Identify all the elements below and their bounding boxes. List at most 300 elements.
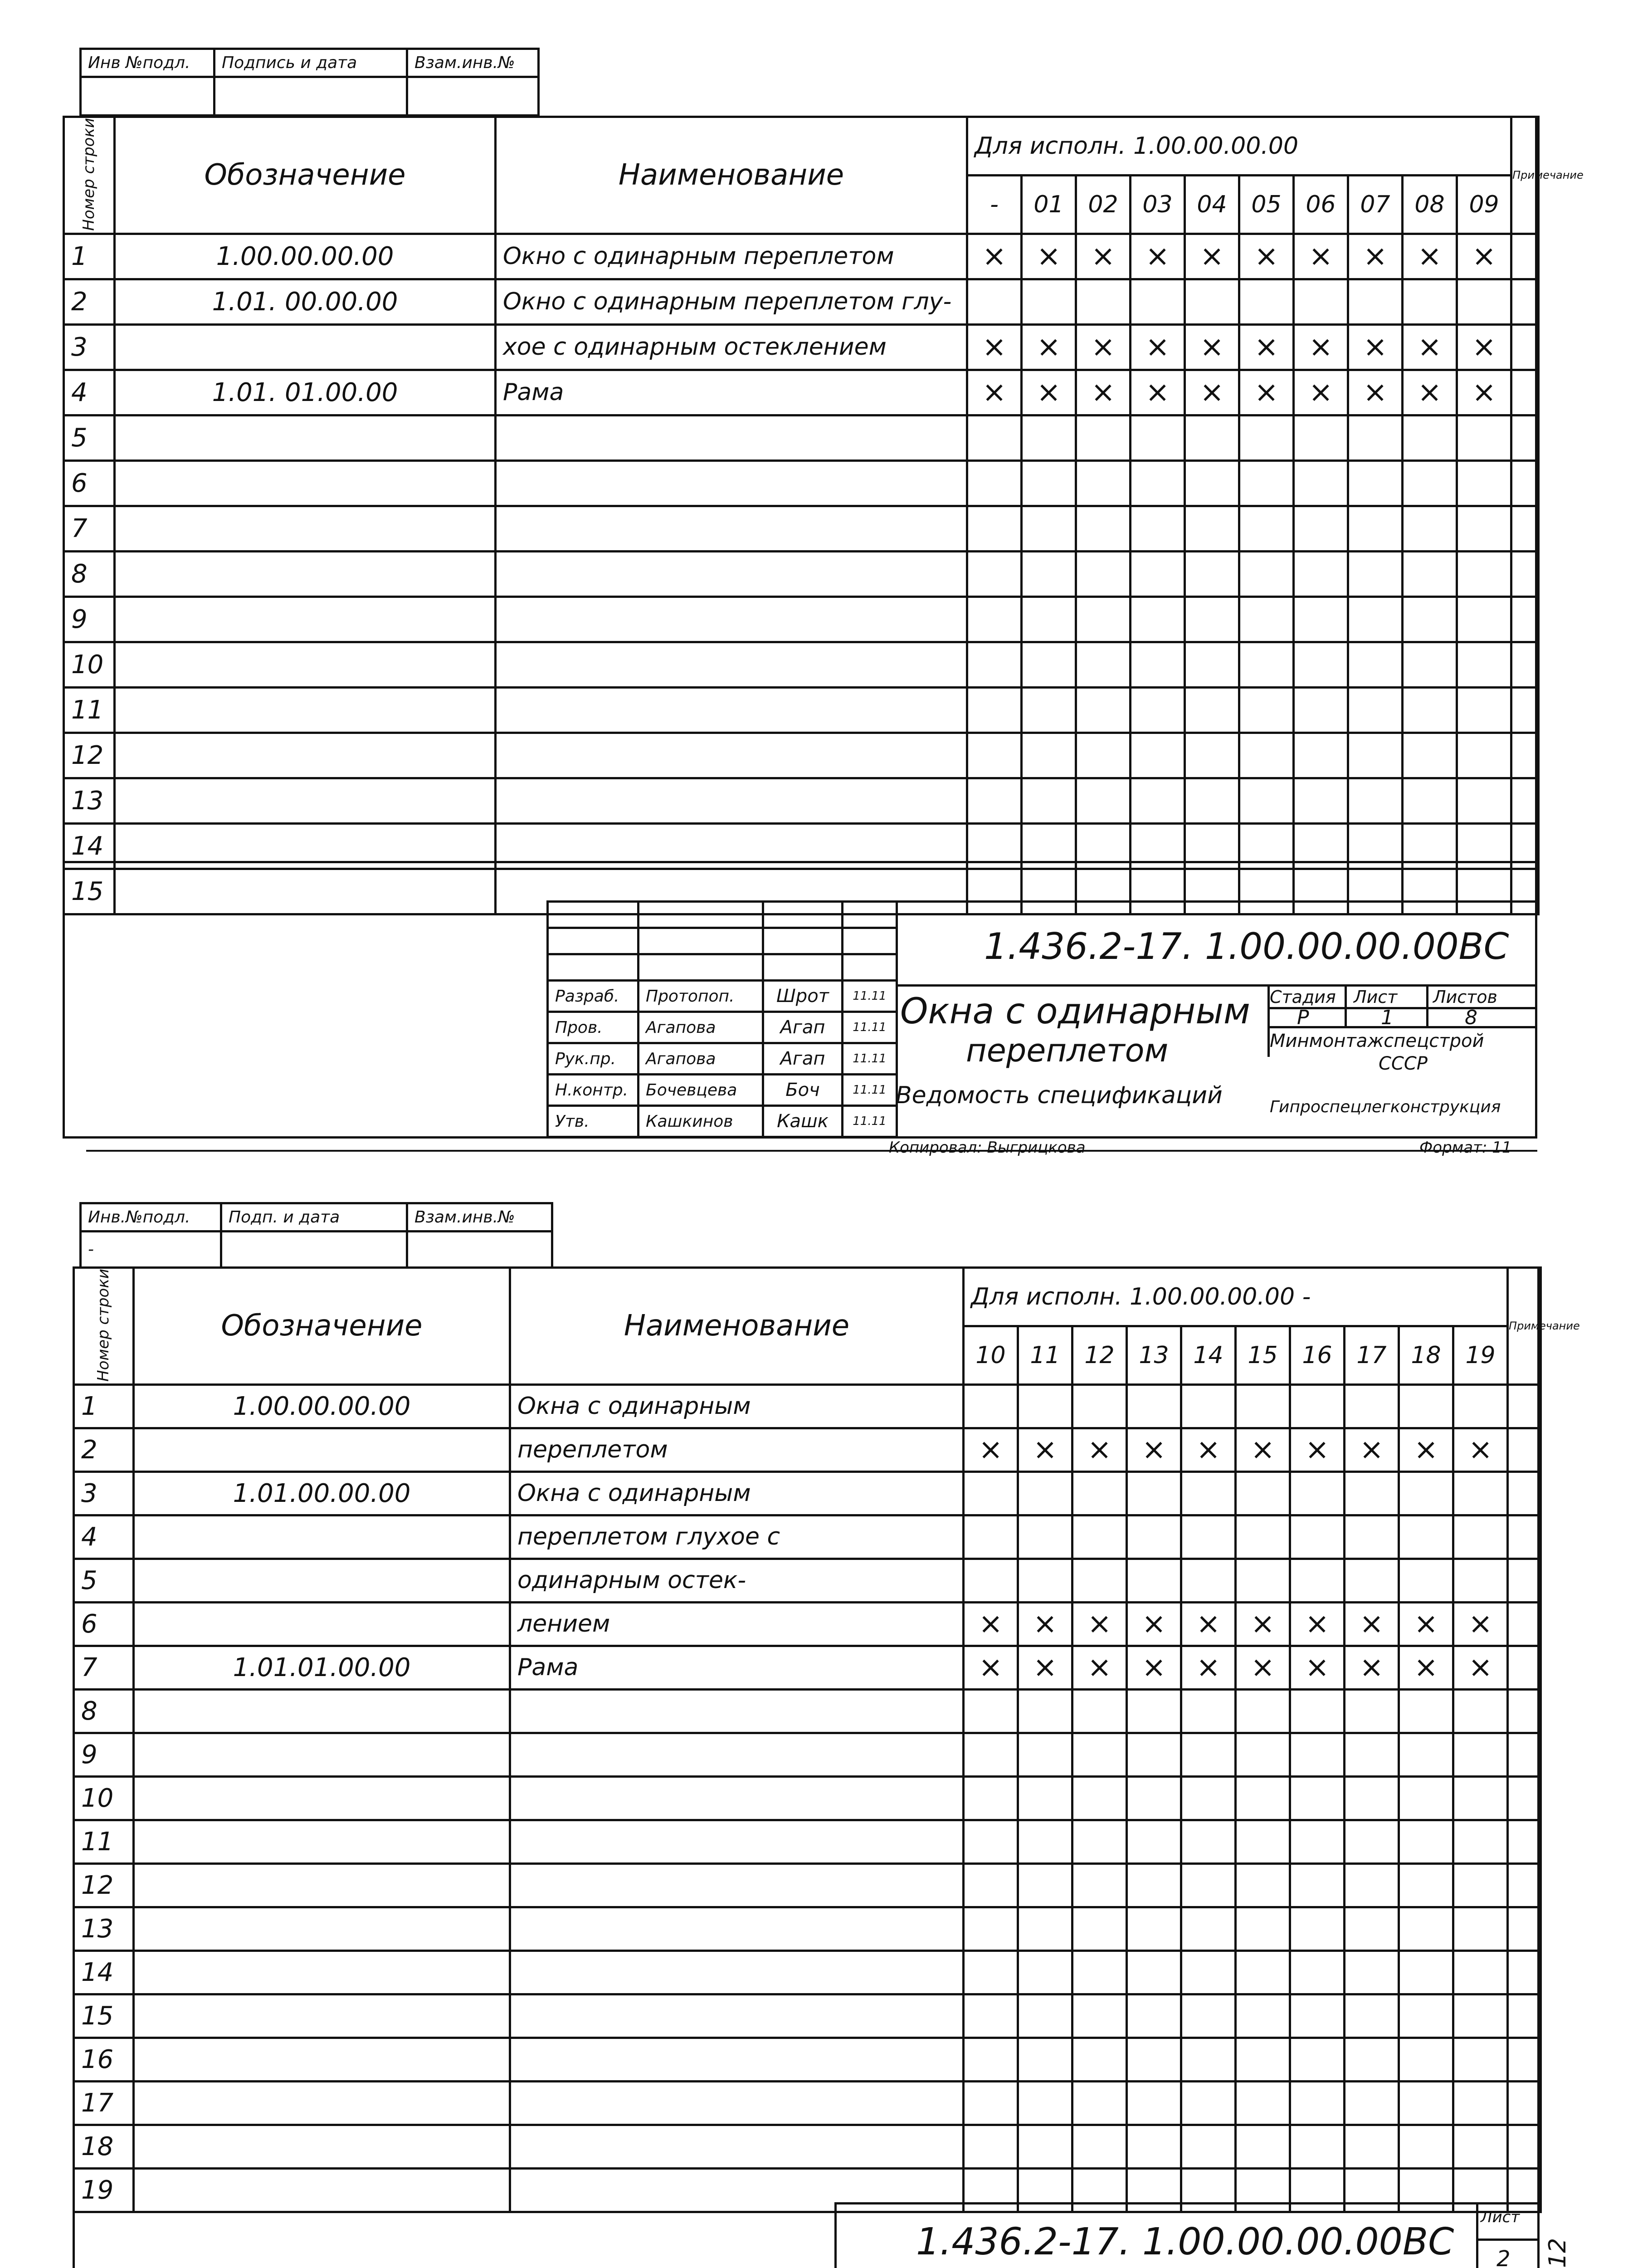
execution-mark: ×	[1181, 1646, 1236, 1689]
note-cell	[1511, 506, 1539, 551]
execution-mark	[1022, 551, 1076, 596]
bottom-border	[63, 861, 1537, 863]
name-cell: Рама	[510, 1646, 964, 1689]
execution-mark: ×	[1399, 1428, 1453, 1471]
name-cell	[510, 1689, 964, 1733]
execution-mark	[964, 2038, 1018, 2081]
name-cell	[510, 2125, 964, 2168]
execution-column-header: 16	[1290, 1326, 1345, 1384]
execution-mark	[1399, 1994, 1453, 2038]
execution-mark	[1239, 642, 1294, 687]
execution-mark	[964, 1559, 1018, 1602]
note-cell	[1508, 1820, 1541, 1863]
approval-role: Рук.пр.	[548, 1043, 639, 1075]
execution-column-header: 05	[1239, 175, 1294, 234]
execution-mark	[967, 778, 1022, 823]
sheet-label: Лист	[1481, 2208, 1520, 2226]
execution-mark	[1403, 778, 1457, 823]
execution-mark	[1399, 1559, 1453, 1602]
row-number: 17	[74, 2081, 134, 2125]
table-row	[64, 370, 1539, 415]
note-cell	[1511, 733, 1539, 778]
execution-column-header: 17	[1345, 1326, 1399, 1384]
execution-mark	[1348, 279, 1403, 324]
row-number: 14	[64, 823, 115, 869]
name-cell: переплетом глухое с	[510, 1515, 964, 1559]
execution-mark	[1345, 2081, 1399, 2125]
execution-mark	[964, 1471, 1018, 1515]
name-cell	[496, 733, 967, 778]
execution-mark: ×	[1127, 1602, 1181, 1646]
execution-mark	[1076, 733, 1131, 778]
stamp-value	[81, 77, 214, 116]
approval-row	[548, 1043, 897, 1075]
execution-mark	[1345, 1950, 1399, 1994]
execution-mark	[1181, 1559, 1236, 1602]
stamp-value: -	[81, 1232, 221, 1268]
execution-mark	[1290, 1994, 1345, 2038]
approval-date: 11.11	[843, 1075, 897, 1106]
execution-mark: ×	[1453, 1646, 1508, 1689]
execution-mark	[1399, 1907, 1453, 1950]
note-cell	[1508, 1907, 1541, 1950]
execution-mark	[1018, 1689, 1072, 1733]
note-cell	[1508, 1733, 1541, 1776]
execution-mark	[1345, 1863, 1399, 1907]
execution-mark	[1022, 506, 1076, 551]
approval-signature: Агап	[763, 1043, 843, 1075]
execution-mark	[1239, 279, 1294, 324]
execution-mark	[964, 2081, 1018, 2125]
row-number: 12	[64, 733, 115, 778]
execution-mark	[964, 1907, 1018, 1950]
execution-mark	[1072, 1515, 1127, 1559]
row-number: 9	[74, 1733, 134, 1776]
execution-column-header: 14	[1181, 1326, 1236, 1384]
execution-mark	[1239, 506, 1294, 551]
execution-mark: ×	[1239, 324, 1294, 370]
name-cell	[510, 2038, 964, 2081]
execution-mark	[1236, 1994, 1290, 2038]
execution-mark: ×	[1127, 1428, 1181, 1471]
note-cell	[1508, 1646, 1541, 1689]
execution-mark	[1348, 733, 1403, 778]
designation-cell	[134, 2038, 510, 2081]
table-row	[74, 1602, 1541, 1646]
execution-column-header: 13	[1127, 1326, 1181, 1384]
name-header: Наименование	[510, 1268, 964, 1385]
approval-name: Агапова	[639, 1043, 763, 1075]
designation-cell	[115, 687, 496, 733]
execution-mark	[1457, 279, 1511, 324]
execution-mark	[1022, 642, 1076, 687]
designation-cell: 1.01.00.00.00	[134, 1471, 510, 1515]
execution-mark	[1127, 1733, 1181, 1776]
execution-mark	[1290, 1820, 1345, 1863]
execution-mark	[1399, 1950, 1453, 1994]
note-cell	[1508, 1384, 1541, 1428]
execution-mark: ×	[1072, 1602, 1127, 1646]
execution-mark	[1399, 1471, 1453, 1515]
execution-column-header: 18	[1399, 1326, 1453, 1384]
name-cell: Окно с одинарным переплетом	[496, 234, 967, 279]
designation-cell	[134, 1515, 510, 1559]
execution-mark	[1294, 778, 1348, 823]
execution-mark	[1236, 1863, 1290, 1907]
execution-mark	[1345, 1776, 1399, 1820]
execution-header: Для исполн. 1.00.00.00.00 -	[964, 1268, 1508, 1326]
table-row	[64, 234, 1539, 279]
execution-mark	[1457, 596, 1511, 642]
execution-mark	[1290, 1559, 1345, 1602]
execution-mark: ×	[967, 370, 1022, 415]
execution-mark: ×	[1290, 1602, 1345, 1646]
table-row	[74, 1559, 1541, 1602]
name-cell	[496, 460, 967, 506]
execution-mark	[1181, 1950, 1236, 1994]
execution-mark	[1018, 1733, 1072, 1776]
approval-row	[548, 981, 897, 1012]
execution-mark	[1181, 1689, 1236, 1733]
table-row	[74, 1733, 1541, 1776]
execution-mark	[964, 1384, 1018, 1428]
execution-mark	[1453, 1820, 1508, 1863]
sheet-value: 1	[1381, 1006, 1394, 1029]
execution-mark	[1345, 1994, 1399, 2038]
execution-mark	[1294, 415, 1348, 460]
execution-mark	[1403, 733, 1457, 778]
name-cell: Окна с одинарным	[510, 1384, 964, 1428]
execution-mark	[1403, 642, 1457, 687]
table-row	[64, 415, 1539, 460]
approval-name: Протопоп.	[639, 981, 763, 1012]
note-cell	[1508, 1863, 1541, 1907]
execution-mark	[1076, 551, 1131, 596]
designation-cell: 1.00.00.00.00	[115, 234, 496, 279]
execution-mark: ×	[1239, 370, 1294, 415]
execution-mark	[964, 1515, 1018, 1559]
execution-mark	[1072, 1776, 1127, 1820]
execution-mark	[1236, 2081, 1290, 2125]
execution-mark: ×	[1022, 324, 1076, 370]
execution-mark	[1453, 1559, 1508, 1602]
execution-mark	[1072, 1471, 1127, 1515]
execution-mark	[1294, 733, 1348, 778]
note-cell	[1508, 1471, 1541, 1515]
table-row	[64, 324, 1539, 370]
execution-mark: ×	[967, 234, 1022, 279]
approval-signature: Боч	[763, 1075, 843, 1106]
execution-mark	[967, 687, 1022, 733]
designation-cell: 1.01. 00.00.00	[115, 279, 496, 324]
execution-mark	[1290, 1776, 1345, 1820]
execution-mark: ×	[1076, 324, 1131, 370]
execution-mark	[1018, 1820, 1072, 1863]
execution-mark	[1181, 2125, 1236, 2168]
execution-mark	[1072, 1950, 1127, 1994]
note-cell	[1511, 596, 1539, 642]
execution-mark	[1290, 1689, 1345, 1733]
table-row	[74, 1776, 1541, 1820]
designation-cell	[115, 460, 496, 506]
row-number: 15	[74, 1994, 134, 2038]
execution-column-header: 09	[1457, 175, 1511, 234]
execution-mark	[1131, 596, 1185, 642]
execution-mark	[1181, 1515, 1236, 1559]
execution-mark: ×	[1185, 324, 1239, 370]
execution-mark: ×	[1076, 234, 1131, 279]
designation-cell	[134, 1776, 510, 1820]
name-cell	[510, 1820, 964, 1863]
execution-mark	[1185, 733, 1239, 778]
execution-mark: ×	[1076, 370, 1131, 415]
execution-mark	[964, 1776, 1018, 1820]
row-number: 11	[64, 687, 115, 733]
sheets-value: 8	[1465, 1006, 1477, 1029]
note-cell	[1508, 2125, 1541, 2168]
execution-mark	[1185, 415, 1239, 460]
note-cell	[1511, 687, 1539, 733]
table-row	[64, 551, 1539, 596]
row-number: 15	[64, 869, 115, 914]
execution-mark	[1290, 2081, 1345, 2125]
execution-mark	[1457, 460, 1511, 506]
note-cell	[1508, 2038, 1541, 2081]
execution-mark: ×	[1457, 234, 1511, 279]
row-number: 4	[64, 370, 115, 415]
execution-mark	[1345, 1733, 1399, 1776]
approval-date: 11.11	[843, 981, 897, 1012]
execution-mark	[1294, 506, 1348, 551]
row-number: 2	[64, 279, 115, 324]
execution-mark	[1018, 1950, 1072, 1994]
execution-mark: ×	[1018, 1602, 1072, 1646]
execution-mark	[967, 551, 1022, 596]
execution-mark	[1076, 460, 1131, 506]
stamp-header: Взам.инв.№	[407, 49, 539, 77]
execution-mark	[1018, 1994, 1072, 2038]
designation-cell	[115, 415, 496, 460]
note-cell	[1508, 2081, 1541, 2125]
execution-mark	[1072, 1384, 1127, 1428]
execution-mark: ×	[1348, 324, 1403, 370]
execution-mark	[1399, 1776, 1453, 1820]
execution-mark	[1239, 551, 1294, 596]
execution-mark	[1181, 1994, 1236, 2038]
execution-mark	[1239, 687, 1294, 733]
execution-mark	[1348, 460, 1403, 506]
row-number: 1	[64, 234, 115, 279]
execution-mark	[1131, 551, 1185, 596]
name-cell	[496, 778, 967, 823]
execution-mark	[1131, 460, 1185, 506]
execution-mark	[1345, 1689, 1399, 1733]
row-number: 12	[74, 1863, 134, 1907]
note-cell	[1511, 551, 1539, 596]
execution-column-header: 03	[1131, 175, 1185, 234]
execution-mark	[1185, 279, 1239, 324]
designation-cell: 1.01. 01.00.00	[115, 370, 496, 415]
execution-mark	[1018, 1863, 1072, 1907]
execution-mark	[1076, 642, 1131, 687]
table-row	[74, 1863, 1541, 1907]
execution-mark	[1022, 596, 1076, 642]
execution-mark	[1348, 687, 1403, 733]
stamp-value	[407, 1232, 552, 1268]
designation-cell	[134, 1689, 510, 1733]
execution-mark	[1022, 687, 1076, 733]
execution-mark	[1453, 1907, 1508, 1950]
execution-column-header: 10	[964, 1326, 1018, 1384]
execution-mark	[1018, 1559, 1072, 1602]
execution-mark	[1131, 687, 1185, 733]
execution-mark	[967, 733, 1022, 778]
execution-mark	[1127, 1820, 1181, 1863]
note-cell	[1508, 1689, 1541, 1733]
name-cell	[510, 2081, 964, 2125]
execution-mark	[1453, 1994, 1508, 2038]
execution-mark	[1127, 1471, 1181, 1515]
execution-mark	[1022, 279, 1076, 324]
table-row	[74, 1428, 1541, 1471]
execution-column-header: 02	[1076, 175, 1131, 234]
note-cell	[1511, 370, 1539, 415]
table-row	[64, 506, 1539, 551]
row-number: 14	[74, 1950, 134, 1994]
execution-mark	[1072, 1689, 1127, 1733]
execution-column-header: 11	[1018, 1326, 1072, 1384]
execution-mark	[1185, 506, 1239, 551]
execution-mark	[967, 279, 1022, 324]
execution-mark	[1131, 506, 1185, 551]
stamp-header: Подпись и дата	[214, 49, 407, 77]
name-cell	[496, 596, 967, 642]
name-cell: одинарным остек-	[510, 1559, 964, 1602]
designation-cell	[134, 2081, 510, 2125]
table-row	[64, 778, 1539, 823]
note-cell	[1508, 1776, 1541, 1820]
execution-mark: ×	[1290, 1646, 1345, 1689]
designation-cell	[134, 1559, 510, 1602]
execution-mark	[1345, 2038, 1399, 2081]
execution-mark: ×	[1018, 1646, 1072, 1689]
execution-mark	[1457, 733, 1511, 778]
execution-mark	[1181, 1471, 1236, 1515]
approval-signature: Агап	[763, 1012, 843, 1043]
execution-mark: ×	[1457, 324, 1511, 370]
execution-mark	[1457, 506, 1511, 551]
table-row	[74, 1820, 1541, 1863]
execution-mark	[1181, 1907, 1236, 1950]
execution-mark	[1348, 596, 1403, 642]
execution-mark	[1072, 2038, 1127, 2081]
name-cell	[510, 1950, 964, 1994]
side-page-mark: 12	[1544, 2238, 1571, 2268]
designation-header: Обозначение	[115, 117, 496, 234]
note-cell	[1508, 1559, 1541, 1602]
execution-mark	[1131, 279, 1185, 324]
execution-mark	[964, 1994, 1018, 2038]
table-row	[64, 460, 1539, 506]
execution-mark: ×	[964, 1646, 1018, 1689]
note-cell	[1508, 1950, 1541, 1994]
execution-mark	[1236, 1820, 1290, 1863]
sheet-label: Лист	[1354, 987, 1398, 1007]
execution-mark	[1076, 687, 1131, 733]
execution-mark	[1018, 1776, 1072, 1820]
row-number: 10	[64, 642, 115, 687]
name-cell	[510, 1733, 964, 1776]
execution-mark	[1022, 778, 1076, 823]
row-number: 13	[64, 778, 115, 823]
stamp-header: Инв.№подл.	[81, 1203, 221, 1232]
document-code: 1.436.2-17. 1.00.00.00.00ВС	[984, 925, 1509, 968]
execution-mark: ×	[1185, 234, 1239, 279]
name-header: Наименование	[496, 117, 967, 234]
note-cell	[1508, 1428, 1541, 1471]
execution-mark	[1290, 1384, 1345, 1428]
row-number: 4	[74, 1515, 134, 1559]
execution-mark	[1239, 733, 1294, 778]
execution-mark	[1453, 1733, 1508, 1776]
execution-mark: ×	[1403, 370, 1457, 415]
designation-header: Обозначение	[134, 1268, 510, 1385]
table-row	[64, 733, 1539, 778]
execution-mark	[1236, 1559, 1290, 1602]
execution-mark	[1348, 506, 1403, 551]
execution-mark: ×	[1453, 1602, 1508, 1646]
row-number: 3	[74, 1471, 134, 1515]
execution-mark	[1072, 1863, 1127, 1907]
execution-mark: ×	[1181, 1602, 1236, 1646]
execution-mark	[1294, 551, 1348, 596]
execution-mark	[1239, 415, 1294, 460]
execution-mark	[1072, 2081, 1127, 2125]
note-cell	[1508, 1515, 1541, 1559]
execution-mark	[1399, 2081, 1453, 2125]
name-cell	[510, 1994, 964, 2038]
execution-mark	[1453, 2038, 1508, 2081]
row-number: 13	[74, 1907, 134, 1950]
stamp-value	[407, 77, 539, 116]
execution-mark	[1399, 1689, 1453, 1733]
row-number: 7	[64, 506, 115, 551]
execution-mark	[1457, 778, 1511, 823]
designation-cell	[134, 1733, 510, 1776]
execution-mark	[1185, 778, 1239, 823]
execution-mark	[1127, 1384, 1181, 1428]
execution-mark	[967, 460, 1022, 506]
name-cell: Окна с одинарным	[510, 1471, 964, 1515]
execution-mark	[1294, 687, 1348, 733]
execution-mark: ×	[1345, 1646, 1399, 1689]
execution-mark	[1348, 642, 1403, 687]
designation-cell: 1.01.01.00.00	[134, 1646, 510, 1689]
row-number: 6	[64, 460, 115, 506]
row-number: 6	[74, 1602, 134, 1646]
designation-cell	[134, 2125, 510, 2168]
document-code: 1.436.2-17. 1.00.00.00.00ВС	[916, 2220, 1454, 2263]
execution-mark	[1453, 2081, 1508, 2125]
execution-mark: ×	[1453, 1428, 1508, 1471]
format-label: Формат: 11	[1419, 1139, 1512, 1157]
approval-role: Пров.	[548, 1012, 639, 1043]
execution-mark	[1127, 1907, 1181, 1950]
execution-mark	[1348, 551, 1403, 596]
execution-mark	[1236, 2038, 1290, 2081]
execution-mark: ×	[964, 1602, 1018, 1646]
execution-mark	[1181, 1820, 1236, 1863]
